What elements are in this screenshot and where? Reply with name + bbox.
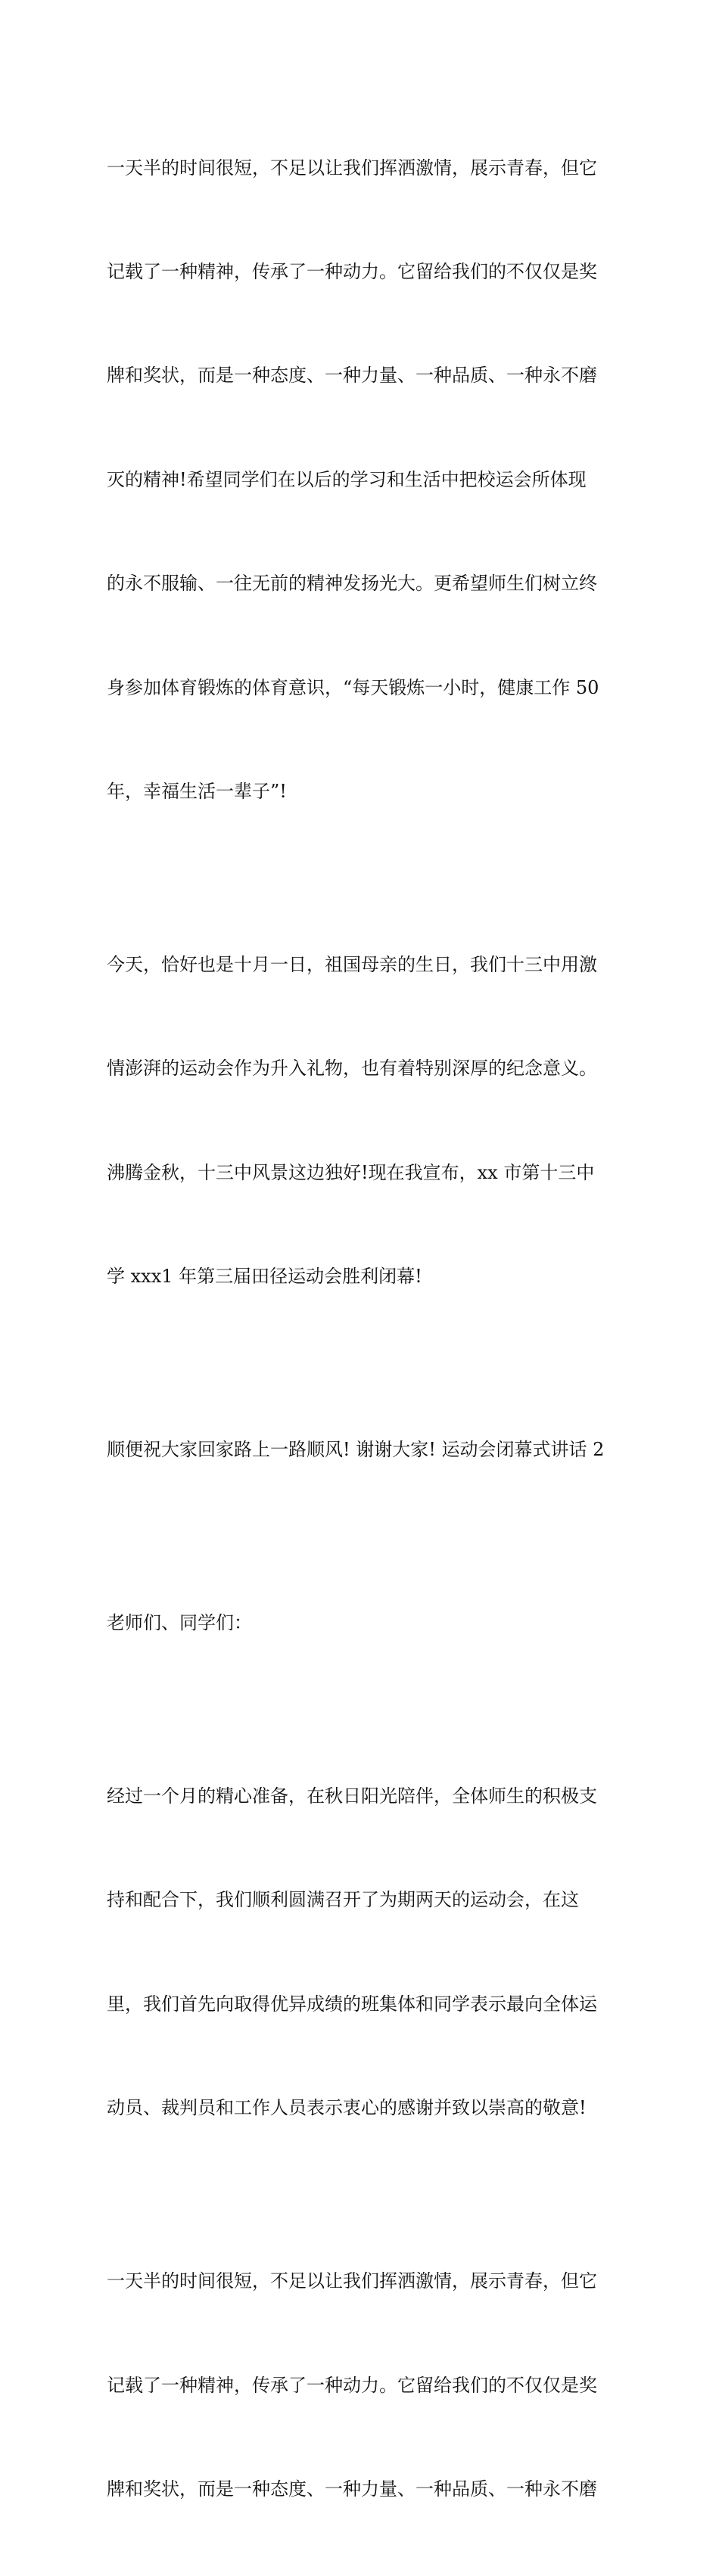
text-line: 顺便祝大家回家路上一路顺风! 谢谢大家! 运动会闭幕式讲话 2	[107, 1439, 605, 1461]
paragraph-closing-reflection	[107, 82, 621, 878]
paragraph-closing-announcement	[107, 878, 621, 1363]
text-line: 灭的精神!希望同学们在以后的学习和生活中把校运会所体现	[107, 468, 587, 490]
paragraph-farewell	[107, 1363, 621, 1537]
text-line: 记载了一种精神，传承了一种动力。它留给我们的不仅仅是奖	[107, 2374, 597, 2396]
text-line: 经过一个月的精心准备，在秋日阳光陪伴，全体师生的积极支	[107, 1785, 597, 1807]
body-text	[107, 82, 621, 2576]
text-line: 一天半的时间很短，不足以让我们挥洒激情，展示青春，但它	[107, 2270, 597, 2292]
paragraph-closing-reflection-repeat	[107, 2195, 621, 2576]
text-line: 老师们、同学们：	[107, 1612, 252, 1634]
text-line: 牌和奖状，而是一种态度、一种力量、一种品质、一种永不磨	[107, 365, 597, 387]
text-line: 今天，恰好也是十月一日，祖国母亲的生日，我们十三中用激	[107, 953, 597, 975]
text-line: 身参加体育锻炼的体育意识，“每天锻炼一小时，健康工作 50	[107, 676, 599, 698]
text-line: 年，幸福生活一辈子”!	[107, 780, 287, 802]
text-line: 学 xxx1 年第三届田径运动会胜利闭幕!	[107, 1266, 422, 1288]
text-line: 动员、裁判员和工作人员表示衷心的感谢并致以崇高的敬意!	[107, 2097, 587, 2119]
text-line: 情澎湃的运动会作为升入礼物，也有着特别深厚的纪念意义。	[107, 1058, 597, 1080]
paragraph-thanks	[107, 1710, 621, 2195]
text-line: 记载了一种精神，传承了一种动力。它留给我们的不仅仅是奖	[107, 260, 597, 282]
paragraph-salutation	[107, 1537, 621, 1710]
text-line: 沸腾金秋，十三中风景这边独好!现在我宣布，xx 市第十三中	[107, 1161, 595, 1183]
text-line: 持和配合下，我们顺利圆满召开了为期两天的运动会，在这	[107, 1889, 579, 1911]
text-line: 里，我们首先向取得优异成绩的班集体和同学表示最向全体运	[107, 1993, 597, 2015]
text-line: 一天半的时间很短，不足以让我们挥洒激情，展示青春，但它	[107, 157, 597, 179]
text-line: 牌和奖状，而是一种态度、一种力量、一种品质、一种永不磨	[107, 2478, 597, 2500]
text-line: 的永不服输、一往无前的精神发扬光大。更希望师生们树立终	[107, 573, 597, 595]
